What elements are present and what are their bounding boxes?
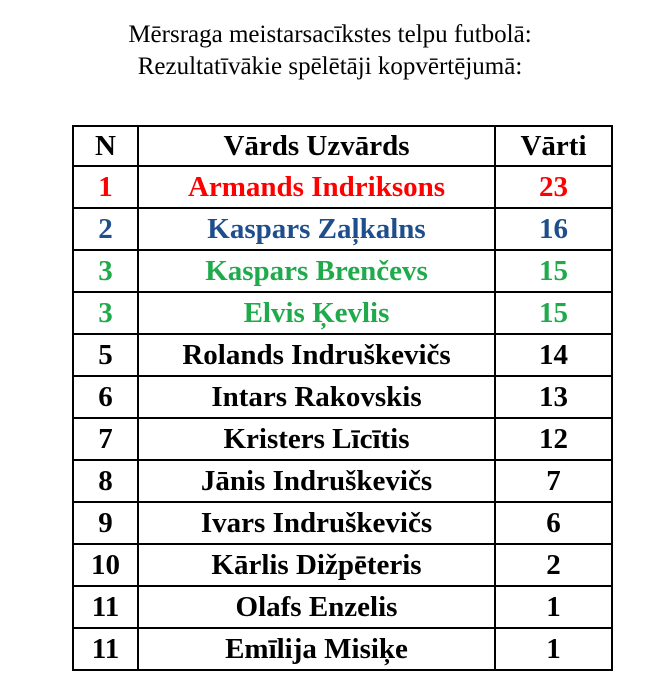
column-header-rank: N: [73, 126, 138, 166]
table-row: [73, 628, 612, 670]
cell-player-name: Armands Indriksons: [138, 166, 495, 208]
cell-goals: 2: [495, 544, 612, 586]
table-header-row: [73, 126, 612, 166]
cell-goals: 15: [495, 292, 612, 334]
cell-goals: 6: [495, 502, 612, 544]
cell-player-name: Elvis Ķevlis: [138, 292, 495, 334]
table-row: [73, 502, 612, 544]
table-row: [73, 586, 612, 628]
table-row: [73, 334, 612, 376]
table-body: [73, 166, 612, 670]
table-row: [73, 166, 612, 208]
cell-rank: 11: [73, 586, 138, 628]
cell-player-name: Kaspars Brenčevs: [138, 250, 495, 292]
page-subtitle-line-2: Rezultatīvākie spēlētāji kopvērtējumā:: [137, 53, 523, 80]
cell-rank: 9: [73, 502, 138, 544]
column-header-name: Vārds Uzvārds: [138, 126, 495, 166]
cell-player-name: Emīlija Misiķe: [138, 628, 495, 670]
cell-rank: 2: [73, 208, 138, 250]
column-header-goals: Vārti: [495, 126, 612, 166]
cell-goals: 13: [495, 376, 612, 418]
cell-player-name: Kristers Līcītis: [138, 418, 495, 460]
cell-goals: 1: [495, 628, 612, 670]
cell-rank: 5: [73, 334, 138, 376]
cell-player-name: Kārlis Dižpēteris: [138, 544, 495, 586]
cell-goals: 23: [495, 166, 612, 208]
cell-goals: 1: [495, 586, 612, 628]
cell-player-name: Kaspars Zaļkalns: [138, 208, 495, 250]
table-row: [73, 208, 612, 250]
cell-goals: 15: [495, 250, 612, 292]
cell-player-name: Ivars Indruškevičs: [138, 502, 495, 544]
top-scorers-table: [72, 125, 613, 671]
cell-rank: 3: [73, 292, 138, 334]
cell-player-name: Jānis Indruškevičs: [138, 460, 495, 502]
cell-goals: 16: [495, 208, 612, 250]
cell-rank: 7: [73, 418, 138, 460]
cell-rank: 11: [73, 628, 138, 670]
table-row: [73, 376, 612, 418]
cell-rank: 10: [73, 544, 138, 586]
table-row: [73, 544, 612, 586]
page-title-line-1: Mērsraga meistarsacīkstes telpu futbolā:: [128, 21, 532, 48]
cell-rank: 8: [73, 460, 138, 502]
cell-rank: 3: [73, 250, 138, 292]
cell-player-name: Olafs Enzelis: [138, 586, 495, 628]
cell-player-name: Rolands Indruškevičs: [138, 334, 495, 376]
cell-player-name: Intars Rakovskis: [138, 376, 495, 418]
table-row: [73, 418, 612, 460]
cell-goals: 7: [495, 460, 612, 502]
cell-goals: 14: [495, 334, 612, 376]
table-row: [73, 292, 612, 334]
cell-rank: 6: [73, 376, 138, 418]
table-row: [73, 460, 612, 502]
table-row: [73, 250, 612, 292]
cell-rank: 1: [73, 166, 138, 208]
cell-goals: 12: [495, 418, 612, 460]
